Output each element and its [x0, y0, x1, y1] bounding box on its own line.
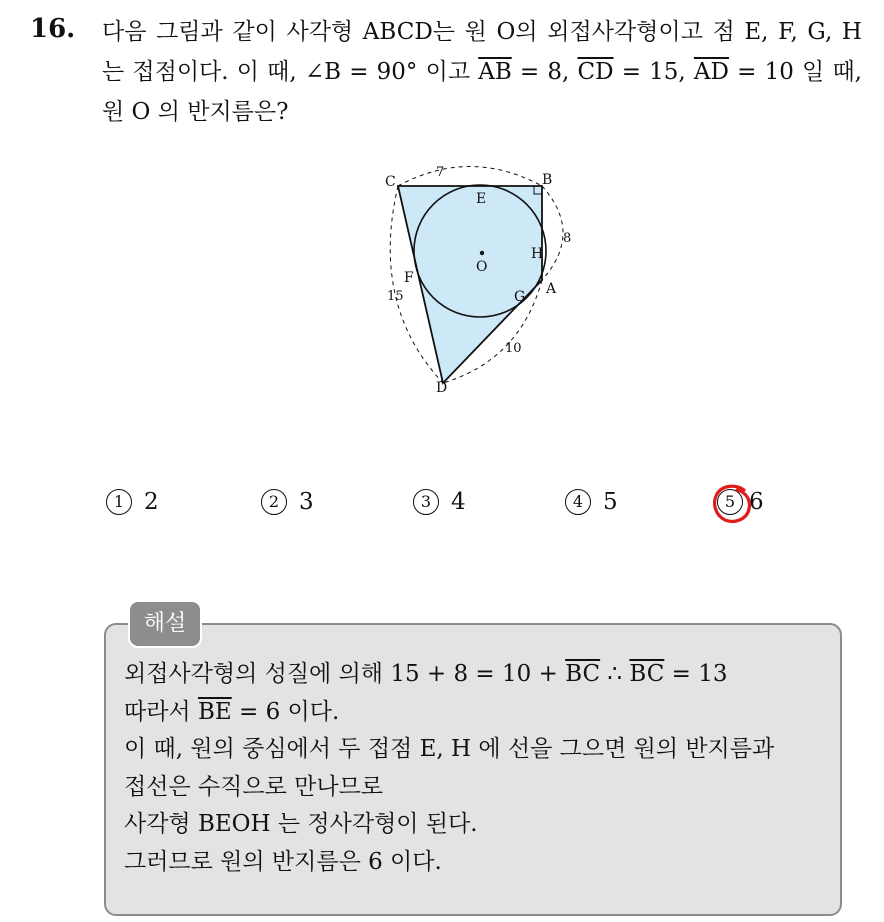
label-f: F: [404, 270, 414, 286]
solution-line-4: 접선은 수직으로 만나므로: [124, 773, 384, 800]
solution-line-1-a: 외접사각형의 성질에 의해 15 + 8 = 10 +: [124, 661, 566, 687]
length-7: 7: [436, 165, 445, 180]
choice-5-mark: 5: [717, 489, 743, 515]
label-o: O: [476, 259, 488, 275]
choice-5-value: 6: [749, 489, 764, 515]
arc-ba-dashed: [542, 186, 563, 280]
choice-1-mark: 1: [106, 489, 132, 515]
choice-2-value: 3: [299, 489, 314, 515]
segment-bc-2: $\overline{BC}$: [629, 661, 665, 687]
solution-line-2-a: 따라서: [124, 698, 198, 725]
solution-line-1: [124, 656, 834, 694]
choice-5[interactable]: [717, 480, 764, 524]
segment-ad: $\overline{AD}$: [693, 59, 729, 85]
question-number: 16.: [30, 14, 76, 44]
length-8: 8: [563, 231, 572, 246]
question-text-part1: 다음 그림과 같이 사각형 ABCD는 원 O의 외접사각형이고 점 E, F, G, H 는 접점이다. 이 때, ∠B = 90° 이고: [102, 19, 862, 85]
choice-2[interactable]: [261, 480, 314, 524]
choice-1-value: 2: [144, 489, 159, 515]
segment-ab: $\overline{AB}$: [478, 59, 512, 85]
question-text-part2: = 8,: [511, 59, 578, 85]
choice-3-value: 4: [451, 489, 466, 515]
choice-3-mark: 3: [413, 489, 439, 515]
solution-line-1-b: ∴: [600, 661, 630, 687]
geometry-figure: [360, 155, 590, 405]
center-dot: [480, 251, 484, 255]
solution-tab: 해설: [128, 600, 202, 648]
choice-2-mark: 2: [261, 489, 287, 515]
label-e: E: [476, 191, 487, 207]
solution-line-5: 사각형 BEOH 는 정사각형이 된다.: [124, 811, 478, 837]
choice-4-mark: 4: [565, 489, 591, 515]
choice-1[interactable]: [106, 480, 159, 524]
segment-cd: $\overline{CD}$: [577, 59, 614, 85]
question-text: [102, 12, 862, 132]
solution-line-3: 이 때, 원의 중심에서 두 접점 E, H 에 선을 그으면 원의 반지름과: [124, 736, 775, 762]
label-d: D: [436, 380, 448, 396]
arc-cb-dashed: [398, 167, 542, 187]
choice-3[interactable]: [413, 480, 466, 524]
solution-line-1-c: = 13: [664, 661, 728, 687]
selected-answer-circle-icon: [710, 481, 754, 525]
label-b: B: [542, 172, 553, 188]
segment-bc-1: $\overline{BC}$: [565, 661, 601, 687]
choice-4[interactable]: [565, 480, 618, 524]
segment-be: $\overline{BE}$: [197, 698, 232, 725]
length-15: 15: [387, 289, 404, 304]
question-text-part3: = 15,: [613, 59, 694, 85]
label-a: A: [546, 281, 557, 297]
solution-line-2: [124, 694, 834, 732]
solution-text: [124, 656, 834, 881]
solution-line-6: 그러므로 원의 반지름은 6 이다.: [124, 848, 442, 875]
label-g: G: [514, 289, 526, 305]
length-10: 10: [505, 341, 522, 356]
label-h: H: [531, 246, 544, 262]
question-text-part4: = 10 일 때, 원 O 의 반지름은?: [102, 59, 862, 125]
answer-choices: [106, 480, 806, 524]
choice-4-value: 5: [603, 489, 618, 515]
solution-line-2-b: = 6 이다.: [231, 698, 340, 725]
label-c: C: [385, 174, 396, 190]
